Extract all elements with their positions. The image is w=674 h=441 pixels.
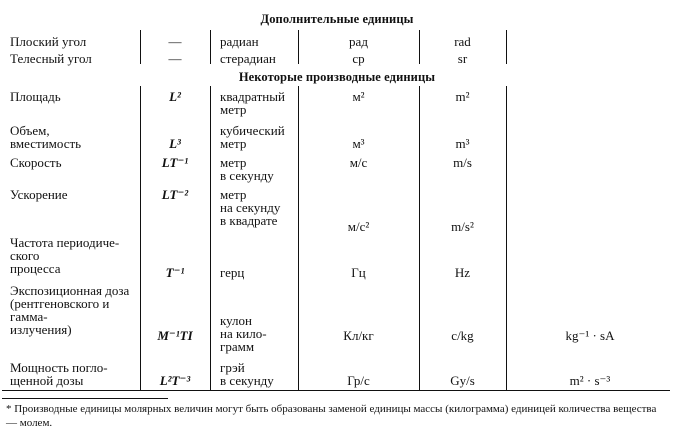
row-volume-symbol-ru: м³ [352, 136, 365, 151]
row-solid-angle-dimension: — [168, 51, 182, 66]
row-volume-dimension: L³ [169, 136, 181, 151]
section-header-additional-units: Дополнительные единицы [260, 12, 414, 26]
section-header-derived-units: Некоторые производные единицы [238, 70, 436, 84]
row-exposure-dose-symbol-ru: Кл/кг [343, 328, 374, 343]
row-area-quantity: Площадь [10, 89, 61, 104]
column-divider-1-lower [140, 86, 141, 390]
row-acceleration-dimension: LT⁻² [161, 187, 189, 202]
table-bottom-rule [2, 390, 670, 391]
row-volume-unit-name: кубический метр [220, 123, 285, 151]
footnote: * Производные единицы молярных величин могут быть образованы заменой единицы массы (килограмма) единицей количества вещества — молем. [6, 403, 657, 429]
row-volume-quantity: Объем, вместимость [10, 123, 82, 151]
row-velocity-symbol-intl: m/s [453, 155, 472, 170]
row-acceleration-quantity: Ускорение [10, 187, 68, 202]
row-area-dimension: L² [169, 89, 181, 104]
row-frequency-unit-name: герц [220, 265, 245, 280]
row-plane-angle-dimension: — [168, 34, 182, 49]
row-acceleration-unit-name: метр на секунду в квадрате [220, 187, 281, 228]
row-volume-symbol-intl: m³ [455, 136, 470, 151]
column-divider-4-lower [419, 86, 420, 390]
row-velocity-dimension: LT⁻¹ [161, 155, 189, 170]
row-plane-angle-unit-name: радиан [220, 34, 259, 49]
row-exposure-dose-quantity: Экспозиционная доза (рентгеновского и гамма- излучения) [10, 283, 130, 337]
row-exposure-dose-unit-name: кулон на кило- грамм [220, 313, 267, 354]
column-divider-5 [506, 30, 507, 64]
row-absorbed-dose-rate-base-units: m² · s⁻³ [569, 373, 611, 388]
row-frequency-quantity: Частота периодиче- ского процесса [10, 235, 120, 276]
column-divider-2 [210, 30, 211, 64]
row-frequency-symbol-intl: Hz [454, 265, 471, 280]
footnote-separator [2, 398, 168, 399]
row-acceleration-symbol-ru: м/с² [347, 219, 370, 234]
row-plane-angle-quantity: Плоский угол [10, 34, 87, 49]
row-absorbed-dose-rate-quantity: Мощность погло- щенной дозы [10, 360, 108, 388]
row-exposure-dose-dimension: M⁻¹TI [157, 328, 193, 343]
row-absorbed-dose-rate-dimension: L²T⁻³ [159, 373, 191, 388]
row-exposure-dose-base-units: kg⁻¹ · sA [565, 328, 615, 343]
row-absorbed-dose-rate-symbol-ru: Гр/с [347, 373, 370, 388]
column-divider-3-lower [298, 86, 299, 390]
row-velocity-unit-name: метр в секунду [220, 155, 274, 183]
row-acceleration-symbol-intl: m/s² [451, 219, 474, 234]
column-divider-5-lower [506, 86, 507, 390]
row-absorbed-dose-rate-unit-name: грэй в секунду [220, 360, 274, 388]
row-solid-angle-unit-name: стерадиан [220, 51, 276, 66]
row-absorbed-dose-rate-symbol-intl: Gy/s [450, 373, 475, 388]
row-plane-angle-symbol-ru: рад [349, 34, 368, 49]
row-solid-angle-symbol-intl: sr [457, 51, 468, 66]
row-plane-angle-symbol-intl: rad [454, 34, 471, 49]
row-frequency-dimension: T⁻¹ [165, 265, 185, 280]
row-velocity-symbol-ru: м/с [349, 155, 368, 170]
row-frequency-symbol-ru: Гц [351, 265, 366, 280]
row-velocity-quantity: Скорость [10, 155, 62, 170]
row-area-unit-name: квадратный метр [220, 89, 285, 117]
column-divider-2-lower [210, 86, 211, 390]
row-area-symbol-intl: m² [455, 89, 470, 104]
row-exposure-dose-symbol-intl: c/kg [451, 328, 474, 343]
row-solid-angle-quantity: Телесный угол [10, 51, 92, 66]
row-area-symbol-ru: м² [352, 89, 365, 104]
row-solid-angle-symbol-ru: ср [352, 51, 365, 66]
